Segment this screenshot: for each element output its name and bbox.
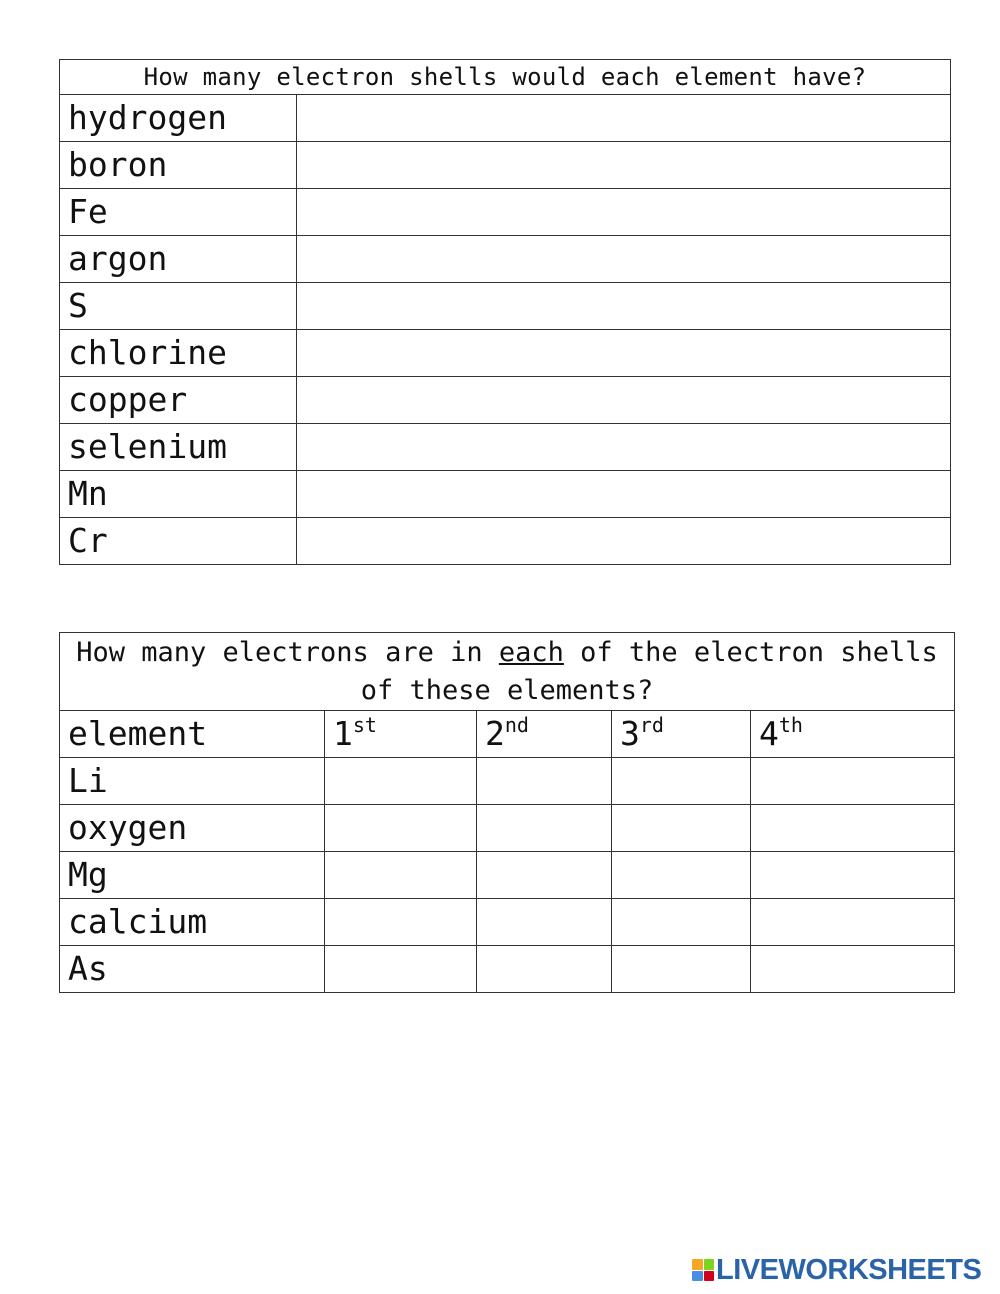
- answer-field[interactable]: [477, 946, 612, 993]
- answer-field[interactable]: [477, 899, 612, 946]
- electron-shells-table: [59, 59, 951, 565]
- electrons-question-header: [60, 633, 955, 711]
- ordinal-suffix: nd: [504, 713, 529, 737]
- answer-field[interactable]: [297, 424, 951, 471]
- logo-icon: [692, 1259, 714, 1281]
- table-row: [60, 946, 955, 993]
- table-row: [60, 758, 955, 805]
- column-header-text: 2: [485, 714, 505, 753]
- header-text: How many electrons are in: [76, 636, 499, 668]
- answer-field[interactable]: [477, 852, 612, 899]
- shells-question-header: How many electron shells would each element have?: [60, 60, 951, 95]
- element-label: Mg: [60, 852, 325, 899]
- answer-field[interactable]: [612, 758, 751, 805]
- answer-field[interactable]: [297, 518, 951, 565]
- answer-field[interactable]: [297, 95, 951, 142]
- answer-field[interactable]: [612, 946, 751, 993]
- element-label: selenium: [60, 424, 297, 471]
- table-row: [60, 330, 951, 377]
- answer-field[interactable]: [751, 899, 955, 946]
- element-label: hydrogen: [60, 95, 297, 142]
- answer-field[interactable]: [297, 330, 951, 377]
- answer-field[interactable]: [751, 852, 955, 899]
- element-label: S: [60, 283, 297, 330]
- ordinal-suffix: rd: [639, 713, 664, 737]
- column-header-text: 3: [620, 714, 640, 753]
- table-row: [60, 899, 955, 946]
- element-label: oxygen: [60, 805, 325, 852]
- answer-field[interactable]: [612, 899, 751, 946]
- element-label: Cr: [60, 518, 297, 565]
- answer-field[interactable]: [751, 946, 955, 993]
- table-row: [60, 189, 951, 236]
- table-row: [60, 283, 951, 330]
- element-label: calcium: [60, 899, 325, 946]
- header-emphasis: each: [498, 636, 564, 668]
- answer-field[interactable]: [297, 471, 951, 518]
- element-label: Li: [60, 758, 325, 805]
- table-row: [60, 142, 951, 189]
- element-label: Mn: [60, 471, 297, 518]
- column-header-shell-4: [751, 711, 955, 758]
- answer-field[interactable]: [477, 758, 612, 805]
- answer-field[interactable]: [751, 805, 955, 852]
- answer-field[interactable]: [297, 377, 951, 424]
- answer-field[interactable]: [325, 946, 477, 993]
- liveworksheets-logo: [692, 1253, 982, 1286]
- answer-field[interactable]: [297, 236, 951, 283]
- answer-field[interactable]: [325, 758, 477, 805]
- logo-text: LIVEWORKSHEETS: [716, 1253, 982, 1286]
- table-row: [60, 95, 951, 142]
- table-row: [60, 424, 951, 471]
- answer-field[interactable]: [325, 852, 477, 899]
- answer-field[interactable]: [297, 283, 951, 330]
- column-header-text: 4: [759, 714, 779, 753]
- column-header-shell-2: [477, 711, 612, 758]
- ordinal-suffix: th: [778, 713, 803, 737]
- answer-field[interactable]: [612, 805, 751, 852]
- column-header-element: [60, 711, 325, 758]
- answer-field[interactable]: [477, 805, 612, 852]
- table-row: [60, 471, 951, 518]
- answer-field[interactable]: [325, 805, 477, 852]
- electrons-per-shell-table: [59, 632, 955, 993]
- table-row: [60, 852, 955, 899]
- element-label: chlorine: [60, 330, 297, 377]
- element-label: Fe: [60, 189, 297, 236]
- table-row: [60, 805, 955, 852]
- table-row: [60, 377, 951, 424]
- answer-field[interactable]: [297, 189, 951, 236]
- column-header-text: 1: [333, 714, 353, 753]
- element-label: argon: [60, 236, 297, 283]
- column-header-text: element: [68, 714, 208, 753]
- answer-field[interactable]: [751, 758, 955, 805]
- column-header-shell-3: [612, 711, 751, 758]
- answer-field[interactable]: [325, 899, 477, 946]
- answer-field[interactable]: [297, 142, 951, 189]
- table-row: [60, 518, 951, 565]
- element-label: As: [60, 946, 325, 993]
- header-text: of the electron shells of these elements?: [360, 636, 938, 706]
- answer-field[interactable]: [612, 852, 751, 899]
- column-header-shell-1: [325, 711, 477, 758]
- table-row: [60, 236, 951, 283]
- ordinal-suffix: st: [352, 713, 377, 737]
- element-label: boron: [60, 142, 297, 189]
- element-label: copper: [60, 377, 297, 424]
- column-header-row: [60, 711, 955, 758]
